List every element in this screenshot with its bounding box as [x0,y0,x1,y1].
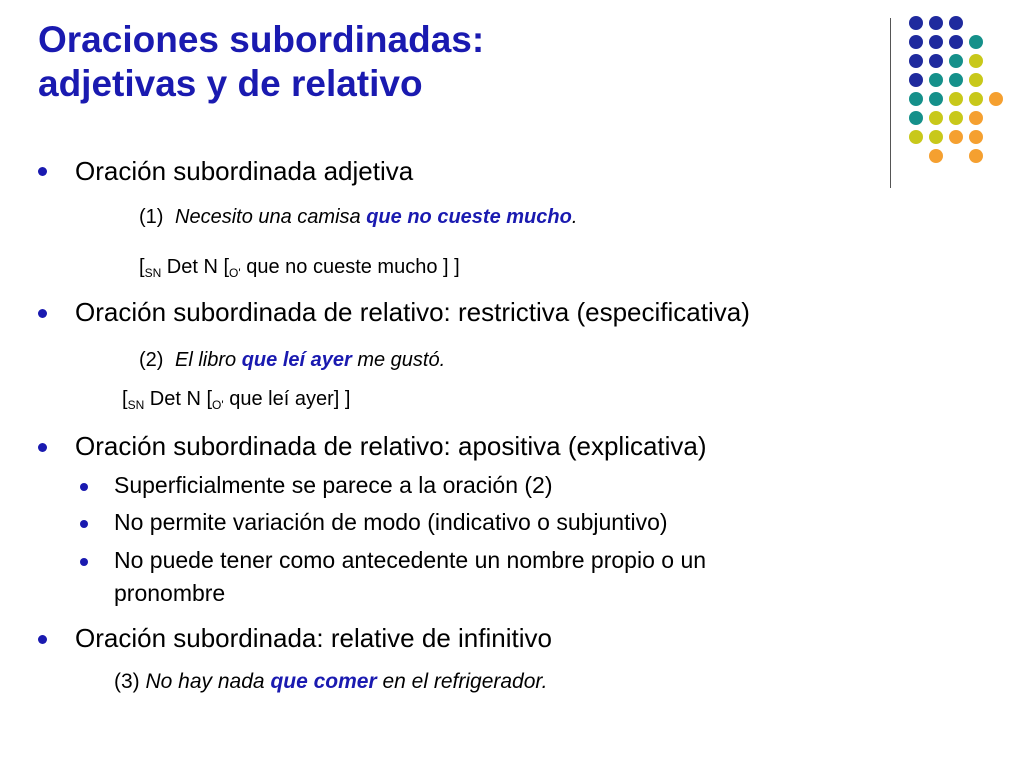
bracket: [ [139,256,145,278]
dot [909,16,923,30]
dot [969,130,983,144]
dot [949,73,963,87]
dot [949,130,963,144]
example-text: Necesito una camisa [175,206,367,228]
dot [909,35,923,49]
bullet-dot [38,443,47,452]
example-text-end: en el refrigerador. [376,670,548,693]
subscript-o: O' [229,266,241,280]
example-number: (3) [114,670,146,693]
bullet-dot [38,635,47,644]
example-1 [139,206,577,229]
example-text: El libro [175,349,242,371]
title-line-1: Oraciones subordinadas: [38,19,485,60]
bracket-structure-1 [139,256,460,279]
dot [969,35,983,49]
dot [989,92,1003,106]
bracket-structure-2 [122,388,350,411]
sub-bullet-1: Superficialmente se parece a la oración (2) [114,472,553,498]
example-number: (1) [139,206,164,228]
bracket-rest: que no cueste mucho ] ] [240,256,460,278]
bracket-rest: que leí ayer] ] [223,388,351,410]
dot [929,149,943,163]
slide-title [38,18,484,106]
dot [929,54,943,68]
subscript-sn: SN [127,398,145,412]
dot [949,111,963,125]
example-2 [139,349,445,372]
dot [929,130,943,144]
dot [949,54,963,68]
dot [909,92,923,106]
sub-bullet-2: No permite variación de modo (indicativo o subjuntivo) [114,509,668,535]
dot [969,54,983,68]
highlighted-clause: que comer [270,670,377,693]
bullet-infinitivo: Oración subordinada: relative de infinitivo [75,623,552,653]
dot [909,73,923,87]
divider-line [890,18,891,188]
dot [969,92,983,106]
sub-bullet-dot [80,520,88,528]
bullet-restrictiva: Oración subordinada de relativo: restrictiva (especificativa) [75,297,750,327]
highlighted-clause: que no cueste mucho [366,206,572,228]
example-3 [114,670,547,694]
sub-bullet-3-cont: pronombre [114,580,226,606]
example-text-end: me gustó. [351,349,446,371]
bracket: [ [122,388,128,410]
dot [969,111,983,125]
example-text: No hay nada [145,670,271,693]
sub-bullet-dot [80,558,88,566]
dot [949,16,963,30]
bullet-dot [38,167,47,176]
subscript-sn: SN [144,266,162,280]
bracket-mid: Det N [ [144,388,213,410]
dot [969,149,983,163]
dot [949,35,963,49]
bullet-dot [38,309,47,318]
bullet-adjetiva: Oración subordinada adjetiva [75,156,414,186]
dot [929,73,943,87]
subscript-o: O' [212,398,224,412]
dot [949,92,963,106]
dot [909,54,923,68]
dot [929,111,943,125]
bullet-apositiva: Oración subordinada de relativo: apositiva (explicativa) [75,431,707,461]
highlighted-clause: que leí ayer [241,349,352,371]
dot [909,111,923,125]
bracket-mid: Det N [ [161,256,230,278]
dot [929,16,943,30]
example-number: (2) [139,349,164,371]
dot [929,35,943,49]
sub-bullet-dot [80,483,88,491]
dot [969,73,983,87]
example-punct: . [571,206,578,228]
title-line-2: adjetivas y de relativo [38,63,423,104]
dot [909,130,923,144]
sub-bullet-3: No puede tener como antecedente un nombre propio o un [114,547,707,573]
dot [929,92,943,106]
